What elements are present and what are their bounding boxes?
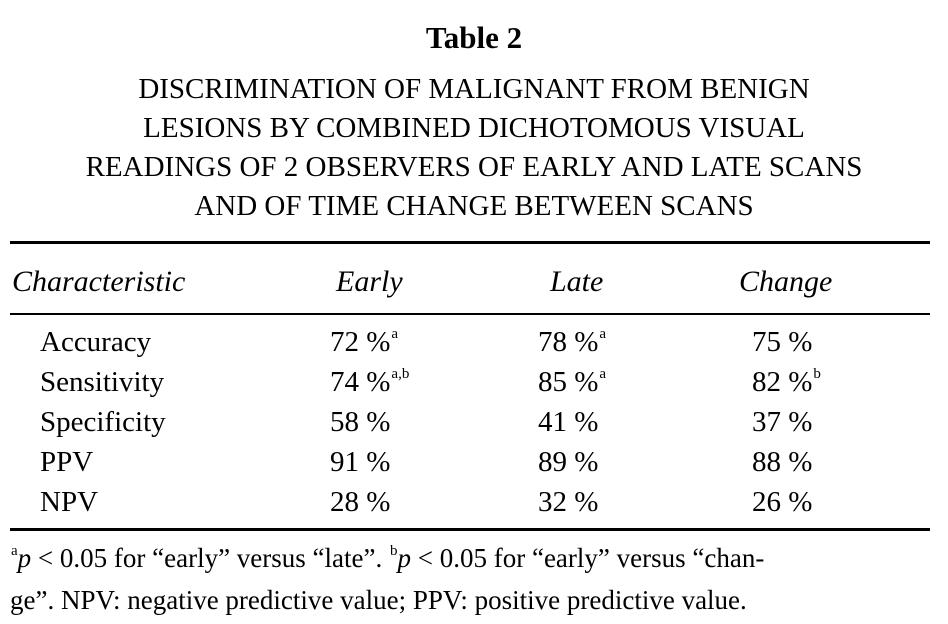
- change-value-text: 82 %: [752, 366, 813, 398]
- change-footnote-marker: b: [813, 366, 821, 382]
- row-label: PPV: [40, 446, 94, 478]
- footnote-marker-b: b: [390, 543, 398, 559]
- footnote-marker-a: a: [11, 543, 18, 559]
- change-value-text: 37 %: [752, 406, 813, 438]
- change-value-text: 26 %: [752, 486, 813, 518]
- caption-line-2: LESIONS BY COMBINED DICHOTOMOUS VISUAL: [143, 112, 805, 144]
- late-value: [538, 402, 599, 447]
- early-value: [330, 402, 391, 447]
- row-label: Specificity: [40, 406, 166, 438]
- header-characteristic: Characteristic: [12, 265, 186, 298]
- table-footnote: [10, 540, 935, 619]
- late-footnote-marker: a: [599, 366, 607, 382]
- late-value-text: 89 %: [538, 446, 599, 478]
- early-value-text: 28 %: [330, 486, 391, 518]
- footnote-line-1: [10, 540, 935, 582]
- row-label: NPV: [40, 486, 99, 518]
- change-value: [752, 362, 821, 407]
- top-rule: [10, 241, 930, 244]
- table-label: Table 2: [425, 20, 523, 55]
- bottom-rule: [10, 528, 930, 531]
- table-header-row: [0, 262, 948, 302]
- table-body: [0, 322, 948, 522]
- caption-line-1: DISCRIMINATION OF MALIGNANT FROM BENIGN: [138, 73, 810, 105]
- header-early: Early: [336, 265, 403, 298]
- early-value-text: 72 %: [330, 326, 391, 358]
- footnote-p-symbol: p: [17, 543, 32, 573]
- late-value: [538, 442, 599, 487]
- footnote-text-a: < 0.05 for “early” versus “late”.: [31, 543, 389, 573]
- header-late: Late: [550, 265, 604, 298]
- change-value: [752, 482, 813, 527]
- row-label: Accuracy: [40, 326, 152, 358]
- early-value: [330, 482, 391, 527]
- caption-line-4: AND OF TIME CHANGE BETWEEN SCANS: [194, 190, 754, 222]
- early-footnote-marker: a,b: [391, 366, 410, 382]
- table-row: [0, 442, 948, 482]
- early-footnote-marker: a: [391, 326, 399, 342]
- table-caption: [0, 70, 948, 226]
- table-row: [0, 402, 948, 442]
- row-label: Sensitivity: [40, 366, 165, 398]
- table-row: [0, 482, 948, 522]
- late-value-text: 41 %: [538, 406, 599, 438]
- header-change: Change: [739, 265, 833, 298]
- change-value: [752, 402, 813, 447]
- late-value: [538, 322, 606, 367]
- table-row: [0, 322, 948, 362]
- late-value: [538, 362, 606, 407]
- header-rule: [10, 313, 930, 315]
- footnote-line-2: ge”. NPV: negative predictive value; PPV: positive predictive value.: [10, 585, 747, 615]
- late-value: [538, 482, 599, 527]
- footnote-text-b: < 0.05 for “early” versus “chan-: [411, 543, 765, 573]
- late-value-text: 32 %: [538, 486, 599, 518]
- late-value-text: 78 %: [538, 326, 599, 358]
- caption-line-3: READINGS OF 2 OBSERVERS OF EARLY AND LATE SCANS: [85, 151, 863, 183]
- change-value-text: 88 %: [752, 446, 813, 478]
- footnote-p-symbol: p: [397, 543, 411, 573]
- early-value-text: 74 %: [330, 366, 391, 398]
- late-footnote-marker: a: [599, 326, 607, 342]
- early-value: [330, 362, 409, 407]
- late-value-text: 85 %: [538, 366, 599, 398]
- early-value-text: 91 %: [330, 446, 391, 478]
- early-value: [330, 442, 391, 487]
- early-value-text: 58 %: [330, 406, 391, 438]
- change-value-text: 75 %: [752, 326, 813, 358]
- table-row: [0, 362, 948, 402]
- early-value: [330, 322, 398, 367]
- change-value: [752, 442, 813, 487]
- change-value: [752, 322, 813, 367]
